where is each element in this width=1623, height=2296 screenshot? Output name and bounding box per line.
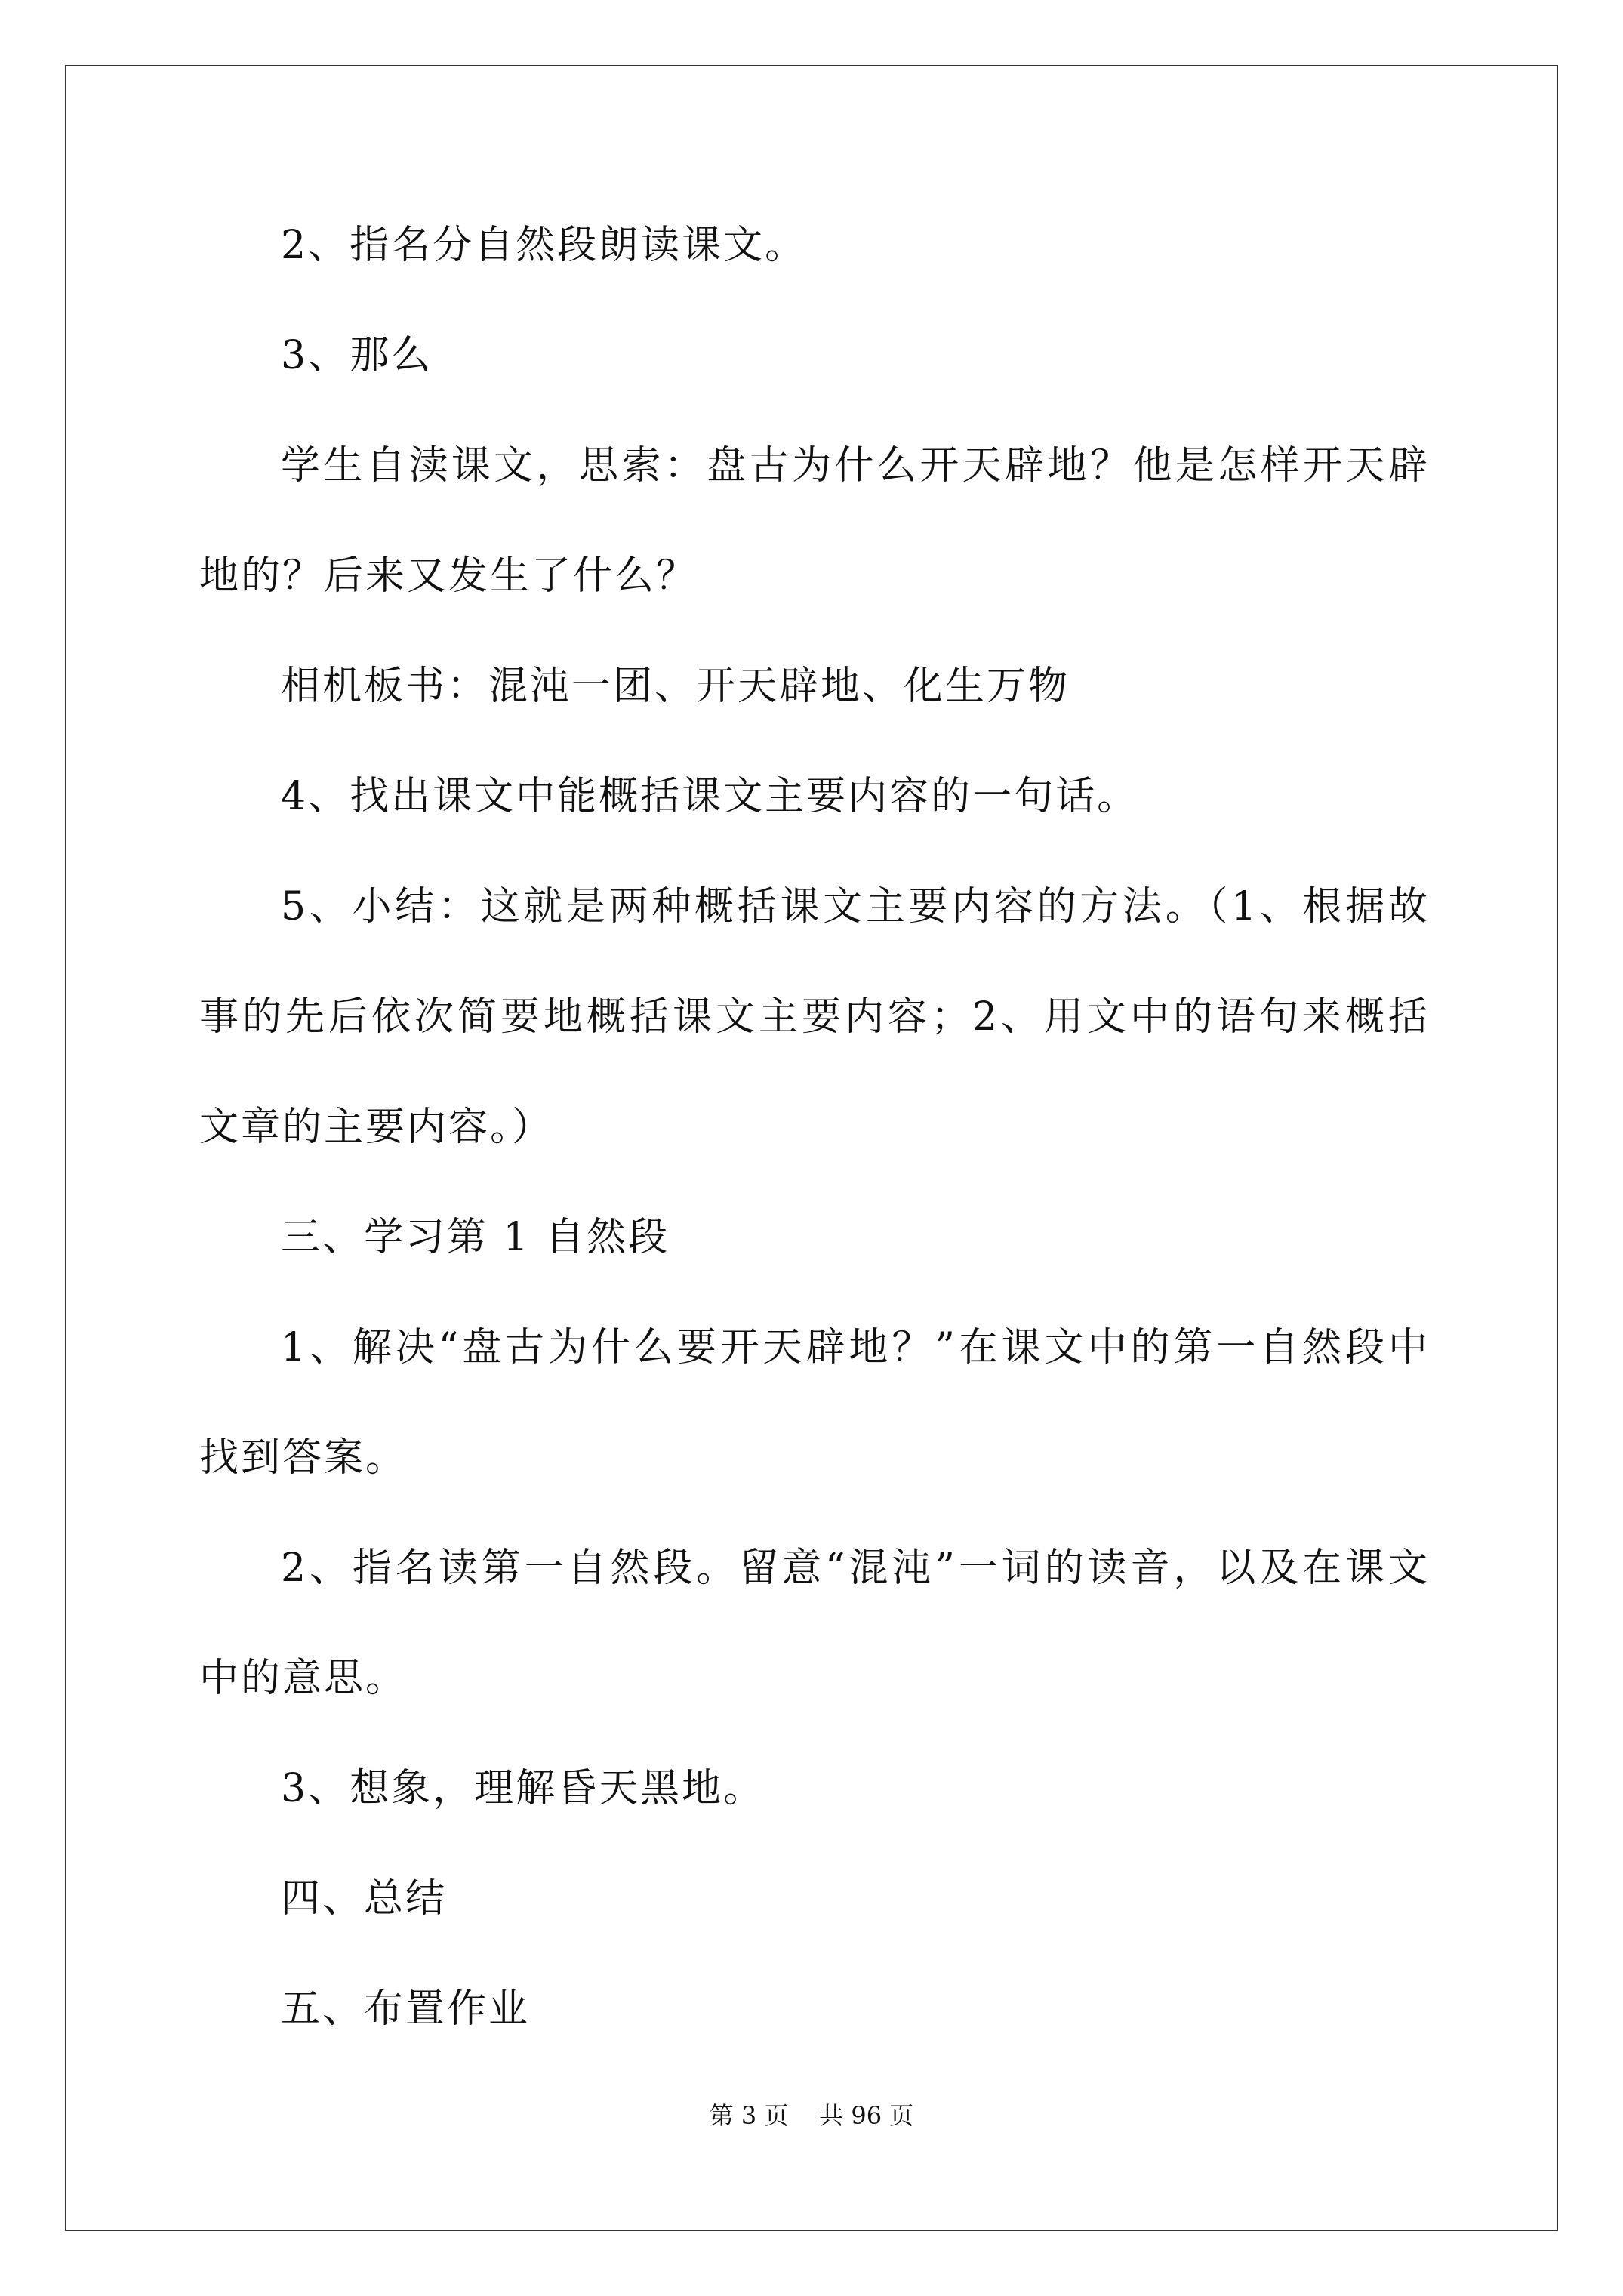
paragraph: 学生自渎课文，思索：盘古为什么开天辟地？他是怎样开天辟地的？后来又发生了什么？ [199, 443, 1430, 599]
page-number: 第 3 页 [709, 2101, 789, 2130]
paragraph: 五、布置作业 [281, 1986, 531, 2032]
paragraph: 2、指名分自然段朗读课文。 [281, 223, 807, 268]
paragraph: 相机板书：混沌一团、开天辟地、化生万物 [281, 664, 1070, 709]
document-body [199, 190, 1430, 2064]
paragraph: 三、学习第 1 自然段 [281, 1215, 670, 1260]
page-footer [0, 2100, 1623, 2131]
paragraph: 5、小结：这就是两种概括课文主要内容的方法。（1、根据故事的先后依次简要地概括课文主要内容；2、用文中的语句来概括文章的主要内容。） [199, 884, 1430, 1150]
paragraph: 3、那么 [281, 333, 433, 378]
paragraph: 四、总结 [281, 1876, 448, 1922]
paragraph: 4、找出课文中能概括课文主要内容的一句话。 [281, 774, 1139, 819]
paragraph: 1、解决“盘古为什么要开天辟地？”在课文中的第一自然段中找到答案。 [199, 1325, 1430, 1481]
paragraph: 2、指名读第一自然段。留意“混沌”一词的读音，以及在课文中的意思。 [199, 1546, 1430, 1701]
paragraph: 3、想象，理解昏天黑地。 [281, 1766, 765, 1811]
page-total: 共 96 页 [819, 2101, 914, 2130]
